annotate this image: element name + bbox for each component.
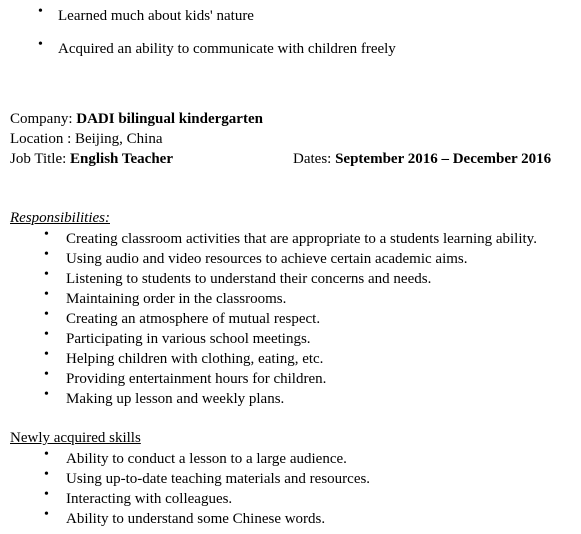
company-line bbox=[10, 109, 263, 129]
list-item-text: Helping children with clothing, eating, etc. bbox=[66, 351, 324, 367]
bullet-icon: • bbox=[44, 227, 49, 242]
bullet-icon: • bbox=[44, 387, 49, 402]
skills-heading: Newly acquired skills bbox=[10, 430, 141, 446]
responsibilities-heading: Responsibilities: bbox=[10, 210, 110, 226]
dates-line bbox=[293, 149, 551, 169]
list-item-text: Participating in various school meetings. bbox=[66, 331, 311, 347]
bullet-icon: • bbox=[38, 4, 43, 19]
list-item-text: Listening to students to understand their concerns and needs. bbox=[66, 271, 432, 287]
job-title-line bbox=[10, 149, 173, 169]
bullet-icon: • bbox=[44, 307, 49, 322]
list-item-text: Ability to conduct a lesson to a large audience. bbox=[66, 451, 347, 467]
list-item-text: Ability to understand some Chinese words. bbox=[66, 511, 326, 527]
list-item-text: Creating classroom activities that are appropriate to a students learning ability. bbox=[66, 231, 537, 247]
list-item-text: Learned much about kids' nature bbox=[58, 8, 254, 24]
bullet-icon: • bbox=[44, 247, 49, 262]
location-line: Location : Beijing, China bbox=[10, 131, 163, 147]
list-item-text: Making up lesson and weekly plans. bbox=[66, 391, 285, 407]
list-item-text: Providing entertainment hours for children. bbox=[66, 371, 327, 387]
bullet-icon: • bbox=[44, 487, 49, 502]
bullet-icon: • bbox=[44, 267, 49, 282]
bullet-icon: • bbox=[44, 327, 49, 342]
company-name: DADI bilingual kindergarten bbox=[76, 111, 263, 127]
job-title: English Teacher bbox=[70, 151, 173, 167]
list-item-text: Using audio and video resources to achieve certain academic aims. bbox=[66, 251, 468, 267]
bullet-icon: • bbox=[44, 507, 49, 522]
dates-label: Dates: bbox=[293, 151, 336, 167]
bullet-icon: • bbox=[44, 467, 49, 482]
list-item-text: Using up-to-date teaching materials and resources. bbox=[66, 471, 371, 487]
bullet-icon: • bbox=[44, 447, 49, 462]
dates-value: September 2016 – December 2016 bbox=[335, 151, 552, 167]
company-label: Company: bbox=[10, 111, 77, 127]
bullet-icon: • bbox=[44, 367, 49, 382]
bullet-icon: • bbox=[44, 287, 49, 302]
list-item-text: Interacting with colleagues. bbox=[66, 491, 233, 507]
list-item-text: Creating an atmosphere of mutual respect. bbox=[66, 311, 321, 327]
job-title-label: Job Title: bbox=[10, 151, 71, 167]
list-item-text: Acquired an ability to communicate with children freely bbox=[58, 41, 396, 57]
list-item-text: Maintaining order in the classrooms. bbox=[66, 291, 287, 307]
bullet-icon: • bbox=[38, 37, 43, 52]
bullet-icon: • bbox=[44, 347, 49, 362]
